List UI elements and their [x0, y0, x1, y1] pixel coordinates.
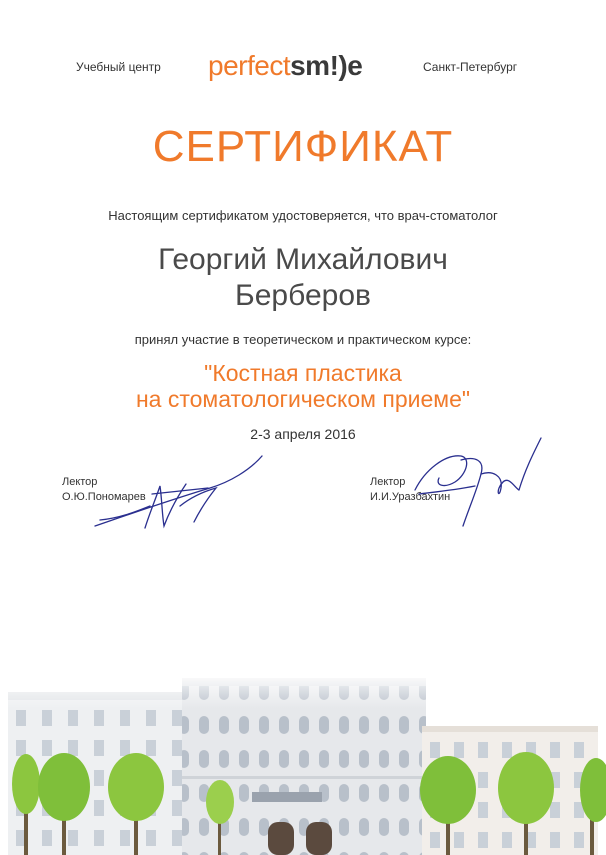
lector-name-2: И.И.Уразбахтин [370, 491, 451, 503]
course-date: 2-3 апреля 2016 [250, 426, 356, 442]
header [0, 44, 606, 88]
course-title-line2: на стоматологическом приеме" [135, 386, 471, 412]
intro-text: Настоящим сертификатом удостоверяется, что врач-стоматолог [108, 208, 498, 223]
logo-text-perfect: perfect [208, 50, 291, 81]
course-title [0, 360, 606, 412]
lector-role-1: Лектор [62, 476, 98, 488]
participation-text: принял участие в теоретическом и практическом курсе: [134, 332, 472, 347]
signature-urazbakhtin [405, 430, 555, 540]
course-title-line1: "Костная пластика [204, 360, 402, 386]
lector-role-2: Лектор [370, 476, 406, 488]
lector-name-1: О.Ю.Пономарев [62, 491, 146, 503]
recipient-name-line2: Берберов [235, 279, 371, 312]
recipient-name-line1: Георгий Михайлович [158, 243, 448, 276]
city-label: Санкт-Петербург [423, 60, 518, 74]
certificate-title: СЕРТИФИКАТ [152, 122, 454, 171]
signature-ponomarev [90, 448, 270, 538]
training-center-label: Учебный центр [76, 60, 161, 74]
perfect-smile-logo [208, 50, 362, 82]
building-illustration [0, 672, 606, 855]
logo-text-smile: sm!)e [290, 50, 363, 81]
recipient-name [0, 242, 606, 314]
